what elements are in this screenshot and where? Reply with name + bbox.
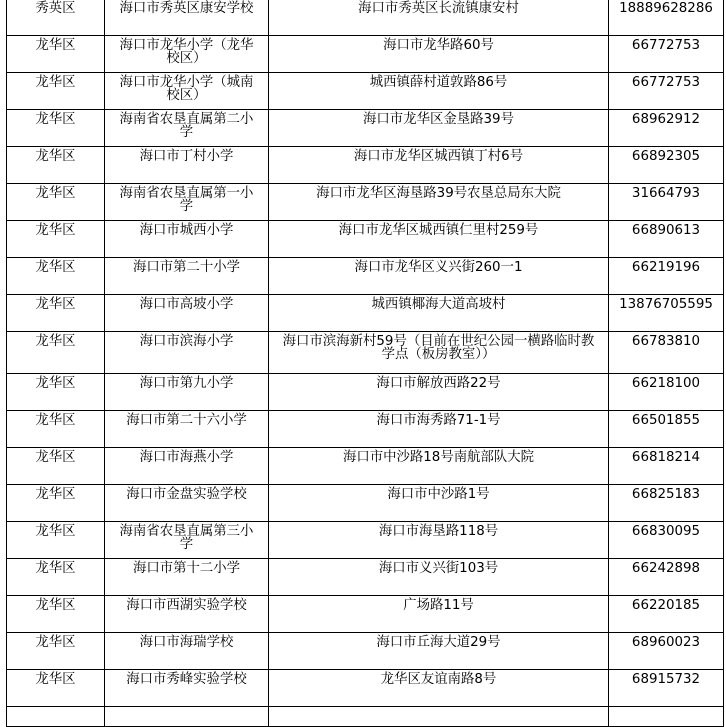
school-name-cell: 海口市丁村小学: [105, 147, 269, 184]
phone-cell: 68962912: [609, 110, 724, 147]
district-cell: 龙华区: [7, 73, 105, 110]
phone-cell: 66830095: [609, 522, 724, 559]
table-row: [7, 411, 724, 448]
address-cell: 海口市龙华路60号: [269, 36, 609, 73]
address-cell: 海口市滨海新村59号（目前在世纪公园一横路临时教学点（板房教室））: [269, 332, 609, 374]
phone-cell: 68915732: [609, 670, 724, 707]
school-name-cell: 海口市城西小学: [105, 221, 269, 258]
address-cell: [269, 707, 609, 727]
phone-cell: 66242898: [609, 559, 724, 596]
district-cell: 龙华区: [7, 411, 105, 448]
phone-cell: 18889628286: [609, 0, 724, 36]
school-name-cell: 海口市滨海小学: [105, 332, 269, 374]
table-row: [7, 633, 724, 670]
table-row: [7, 374, 724, 411]
school-name-cell: 海口市秀英区康安学校: [105, 0, 269, 36]
address-cell: 海口市龙华区海垦路39号农垦总局东大院: [269, 184, 609, 221]
table-row: [7, 147, 724, 184]
table-row-partial: [7, 707, 724, 727]
address-cell: 龙华区友谊南路8号: [269, 670, 609, 707]
phone-cell: 66818214: [609, 448, 724, 485]
address-cell: 城西镇薛村道敦路86号: [269, 73, 609, 110]
school-name-cell: 海南省农垦直属第三小学: [105, 522, 269, 559]
school-name-cell: 海口市第十二小学: [105, 559, 269, 596]
district-cell: 龙华区: [7, 374, 105, 411]
district-cell: 龙华区: [7, 147, 105, 184]
district-cell: 龙华区: [7, 448, 105, 485]
district-cell: 龙华区: [7, 36, 105, 73]
phone-cell: 66218100: [609, 374, 724, 411]
district-cell: 龙华区: [7, 670, 105, 707]
district-cell: 龙华区: [7, 485, 105, 522]
table-row: [7, 522, 724, 559]
table-row: [7, 295, 724, 332]
table-row: [7, 36, 724, 73]
district-cell: [7, 707, 105, 727]
school-name-cell: 海口市高坡小学: [105, 295, 269, 332]
school-name-cell: 海口市龙华小学（龙华校区）: [105, 36, 269, 73]
address-cell: 海口市龙华区城西镇丁村6号: [269, 147, 609, 184]
district-cell: 龙华区: [7, 332, 105, 374]
table-row: [7, 73, 724, 110]
school-name-cell: 海口市秀峰实验学校: [105, 670, 269, 707]
school-name-cell: 海口市海燕小学: [105, 448, 269, 485]
school-name-cell: 海口市龙华小学（城南校区）: [105, 73, 269, 110]
phone-cell: 31664793: [609, 184, 724, 221]
table-row: [7, 670, 724, 707]
address-cell: 海口市义兴街103号: [269, 559, 609, 596]
school-name-cell: 海口市第二十小学: [105, 258, 269, 295]
phone-cell: 66220185: [609, 596, 724, 633]
school-name-cell: 海口市海瑞学校: [105, 633, 269, 670]
address-cell: 海口市海秀路71-1号: [269, 411, 609, 448]
phone-cell: 68960023: [609, 633, 724, 670]
district-cell: 龙华区: [7, 596, 105, 633]
phone-cell: 66783810: [609, 332, 724, 374]
address-cell: 海口市中沙路18号南航部队大院: [269, 448, 609, 485]
address-cell: 海口市龙华区义兴街260一1: [269, 258, 609, 295]
address-cell: 海口市丘海大道29号: [269, 633, 609, 670]
address-cell: 海口市龙华区金垦路39号: [269, 110, 609, 147]
school-name-cell: 海口市金盘实验学校: [105, 485, 269, 522]
phone-cell: 66219196: [609, 258, 724, 295]
table-row: [7, 596, 724, 633]
district-cell: 龙华区: [7, 295, 105, 332]
table-row: [7, 110, 724, 147]
table-row: [7, 221, 724, 258]
district-cell: 龙华区: [7, 110, 105, 147]
school-name-cell: 海南省农垦直属第二小学: [105, 110, 269, 147]
district-cell: 龙华区: [7, 559, 105, 596]
district-cell: 龙华区: [7, 258, 105, 295]
phone-cell: 66501855: [609, 411, 724, 448]
phone-cell: [609, 707, 724, 727]
district-cell: 秀英区: [7, 0, 105, 36]
address-cell: 城西镇椰海大道高坡村: [269, 295, 609, 332]
district-cell: 龙华区: [7, 221, 105, 258]
school-address-table: [6, 0, 724, 727]
district-cell: 龙华区: [7, 184, 105, 221]
address-cell: 广场路11号: [269, 596, 609, 633]
table-row: [7, 448, 724, 485]
district-cell: 龙华区: [7, 633, 105, 670]
phone-cell: 66772753: [609, 36, 724, 73]
address-cell: 海口市中沙路1号: [269, 485, 609, 522]
phone-cell: 66890613: [609, 221, 724, 258]
table-body: [7, 0, 724, 727]
table-row: [7, 258, 724, 295]
table-row: [7, 0, 724, 36]
table-row: [7, 184, 724, 221]
table-row: [7, 559, 724, 596]
school-name-cell: 海口市第二十六小学: [105, 411, 269, 448]
address-cell: 海口市龙华区城西镇仁里村259号: [269, 221, 609, 258]
table-row: [7, 332, 724, 374]
address-cell: 海口市海垦路118号: [269, 522, 609, 559]
phone-cell: 13876705595: [609, 295, 724, 332]
school-name-cell: 海口市西湖实验学校: [105, 596, 269, 633]
table-row: [7, 485, 724, 522]
district-cell: 龙华区: [7, 522, 105, 559]
school-name-cell: 海南省农垦直属第一小学: [105, 184, 269, 221]
school-name-cell: [105, 707, 269, 727]
phone-cell: 66892305: [609, 147, 724, 184]
phone-cell: 66772753: [609, 73, 724, 110]
address-cell: 海口市秀英区长流镇康安村: [269, 0, 609, 36]
phone-cell: 66825183: [609, 485, 724, 522]
school-name-cell: 海口市第九小学: [105, 374, 269, 411]
address-cell: 海口市解放西路22号: [269, 374, 609, 411]
